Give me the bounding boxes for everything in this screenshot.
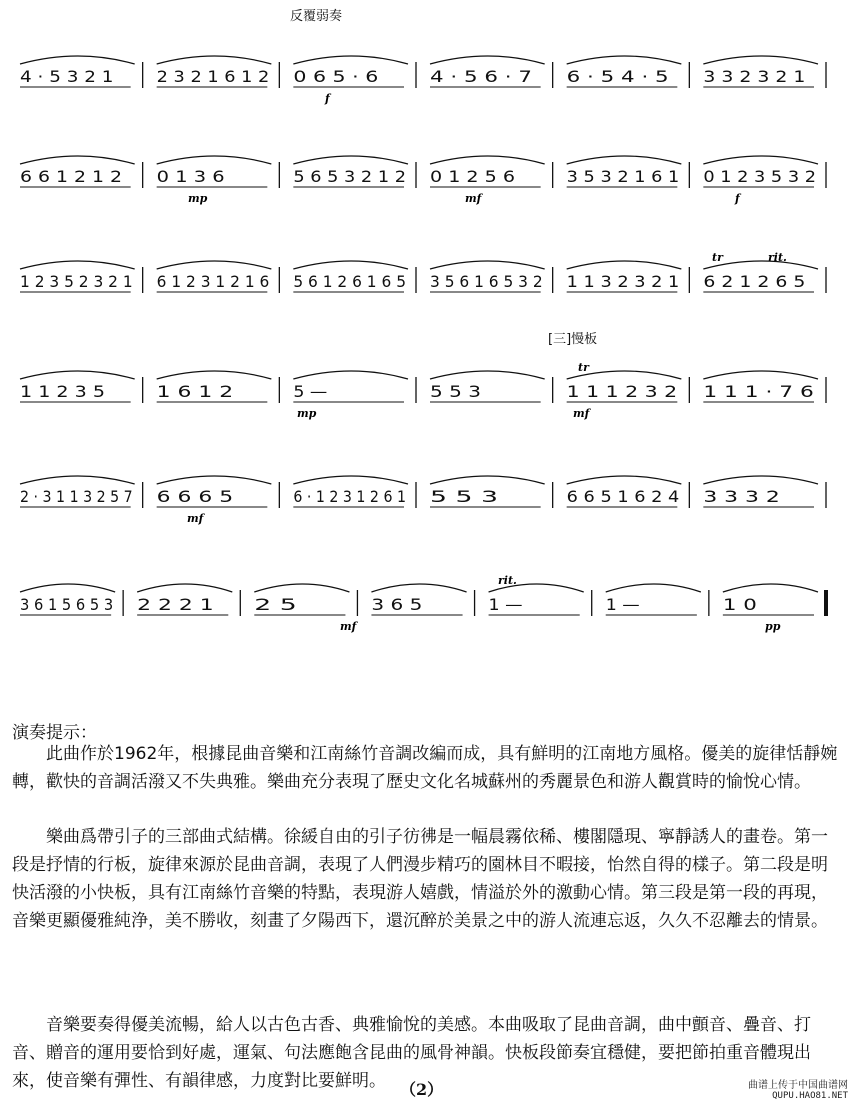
measure-notes: 1 0: [722, 595, 757, 614]
slur-mark: [723, 584, 818, 592]
score-row: [0, 574, 850, 648]
dynamic-marking: f: [735, 192, 740, 205]
measure-notes: 2 · 3 1 1 3 2 5 7: [20, 487, 133, 506]
score-row-svg: [0, 251, 850, 325]
tips-paragraph-3: 音樂要奏得優美流暢，給人以古色古香、典雅愉悅的美感。本曲吸取了昆曲音調，曲中顫音、疊音、打音、贈音的運用要恰到好處，運氣、句法應飽含昆曲的風骨神韻。快板段節奏宜穩健，要把節拍重音體現出來，使音樂有彈性、有韻律感，力度對比要鮮明。: [12, 1015, 811, 1091]
slur-mark: [703, 56, 818, 64]
score-row-svg: [0, 50, 850, 120]
slur-mark: [567, 476, 682, 484]
slur-mark: [293, 371, 408, 379]
measure-notes: 1 6 1 2: [156, 382, 234, 401]
performance-tips-title: 演奏提示：: [12, 723, 97, 743]
score-row-svg: [0, 574, 850, 648]
score-row: [0, 361, 850, 435]
measure-notes: 1 1 1 2 3 2: [566, 382, 678, 401]
slur-mark: [293, 476, 408, 484]
slur-mark: [703, 371, 818, 379]
slur-mark: [293, 261, 408, 269]
slur-mark: [137, 584, 232, 592]
dynamic-marking: mf: [187, 512, 204, 525]
measure-notes: 3 6 5: [371, 595, 423, 614]
measure-notes: 6 2 1 2 6 5: [703, 272, 806, 291]
slur-mark: [157, 371, 272, 379]
slur-mark: [430, 476, 545, 484]
slur-mark: [20, 371, 135, 379]
slur-mark: [157, 56, 272, 64]
slur-mark: [157, 156, 272, 164]
section-note: 反覆弱奏: [290, 9, 343, 24]
slur-mark: [703, 476, 818, 484]
slur-mark: [20, 56, 135, 64]
measure-notes: 6 1 2 3 1 2 1 6: [156, 272, 270, 291]
measure-notes: 4 · 5 6 · 7: [430, 67, 532, 86]
measure-notes: 6 · 1 2 3 1 2 6 1: [293, 487, 406, 506]
dynamic-marking: mf: [465, 192, 482, 205]
watermark-line-1: 曲谱上传于中国曲谱网: [748, 1080, 848, 1091]
slur-mark: [567, 156, 682, 164]
slur-mark: [254, 584, 349, 592]
slur-mark: [371, 584, 466, 592]
measure-notes: 3 3 3 2: [703, 487, 780, 506]
measure-notes: 5 —: [293, 382, 328, 401]
slur-mark: [157, 476, 272, 484]
slur-mark: [606, 584, 701, 592]
measure-notes: 0 1 2 5 6: [430, 167, 515, 186]
measure-notes: 1 1 1 · 7 6: [703, 382, 814, 401]
watermark-line-2: QUPU.HAO81.NET: [772, 1091, 848, 1101]
dynamic-marking: mf: [340, 620, 357, 633]
slur-mark: [20, 156, 135, 164]
measure-notes: 6 · 5 4 · 5: [566, 67, 669, 86]
measure-notes: 1 —: [488, 595, 523, 614]
slur-mark: [703, 156, 818, 164]
dynamic-marking: mf: [573, 407, 590, 420]
dynamic-marking: mp: [188, 192, 208, 205]
measure-notes: 1 1 2 3 5: [20, 382, 105, 401]
site-watermark: [708, 1080, 848, 1102]
tips-paragraph-1: 此曲作於1962年，根據昆曲音樂和江南絲竹音調改編而成，具有鮮明的江南地方風格。優美的旋律恬靜婉轉，歡快的音調活潑又不失典雅。樂曲充分表現了歷史文化名城蘇州的秀麗景色和游人觀賞時的愉悅心情。: [12, 744, 838, 792]
measure-notes: 5 5 3: [430, 487, 498, 506]
slur-mark: [430, 261, 545, 269]
tempo-marking: rit.: [768, 251, 787, 264]
dynamic-marking: pp: [765, 620, 781, 633]
measure-notes: 2 5: [254, 595, 297, 614]
measure-notes: 1 1 3 2 3 2 1: [566, 272, 680, 291]
tempo-marking: tr: [578, 361, 589, 374]
measure-notes: 6 6 1 2 1 2: [20, 167, 122, 186]
section-marker: [三]慢板: [548, 332, 598, 347]
slur-mark: [157, 261, 272, 269]
slur-mark: [430, 371, 545, 379]
measure-notes: 4 · 5 3 2 1: [20, 67, 114, 86]
measure-notes: 3 6 1 5 6 5 3: [20, 595, 114, 614]
slur-mark: [567, 261, 682, 269]
score-row: [0, 251, 850, 325]
score-row-svg: [0, 361, 850, 435]
slur-mark: [430, 56, 545, 64]
measure-notes: 3 3 2 3 2 1: [703, 67, 806, 86]
measure-notes: 0 1 2 3 5 3 2: [703, 167, 816, 186]
measure-notes: 5 6 1 2 6 1 6 5: [293, 272, 406, 291]
slur-mark: [293, 56, 408, 64]
slur-mark: [20, 584, 115, 592]
measure-notes: 3 5 6 1 6 5 3 2: [430, 272, 543, 291]
tempo-marking: tr: [712, 251, 723, 264]
tips-paragraph-2: 樂曲爲帶引子的三部曲式結構。徐緩自由的引子彷彿是一幅晨霧依稀、樓閣隱現、寧靜誘人的畫卷。第一段是抒情的行板，旋律來源於昆曲音調，表現了人們漫步精巧的園林目不暇接，怡然自得的樣子。第二段是明快活潑的小快板，具有江南絲竹音樂的特點，表現游人嬉戲，情溢於外的激動心情。第三段是第一段的再現，音樂更顯優雅純浄，美不勝收，刻畫了夕陽西下，還沉醉於美景之中的游人流連忘返，久久不忍離去的情景。: [12, 827, 828, 931]
score-row-svg: [0, 150, 850, 220]
measure-notes: 3 5 3 2 1 6 1: [566, 167, 680, 186]
dynamic-marking: f: [325, 92, 330, 105]
slur-mark: [20, 476, 135, 484]
score-row-svg: [0, 470, 850, 540]
slur-mark: [20, 261, 135, 269]
measure-notes: 1 2 3 5 2 3 2 1: [20, 272, 133, 291]
measure-notes: 0 1 3 6: [156, 167, 225, 186]
measure-notes: 0 6 5 · 6: [293, 67, 379, 86]
slur-mark: [430, 156, 545, 164]
slur-mark: [293, 156, 408, 164]
score-row: [0, 470, 850, 540]
dynamic-marking: mp: [297, 407, 317, 420]
measure-notes: 2 3 2 1 6 1 2: [156, 67, 270, 86]
measure-notes: 2 2 2 1: [137, 595, 214, 614]
tempo-marking: rit.: [498, 574, 517, 587]
measure-notes: 6 6 6 5: [156, 487, 234, 506]
score-row: [0, 150, 850, 220]
measure-notes: 5 5 3: [430, 382, 481, 401]
score-row: [0, 50, 850, 120]
slur-mark: [567, 56, 682, 64]
measure-notes: 1 —: [605, 595, 640, 614]
measure-notes: 5 6 5 3 2 1 2: [293, 167, 406, 186]
measure-notes: 6 6 5 1 6 2 4: [566, 487, 680, 506]
page-number: （2）: [400, 1080, 444, 1099]
